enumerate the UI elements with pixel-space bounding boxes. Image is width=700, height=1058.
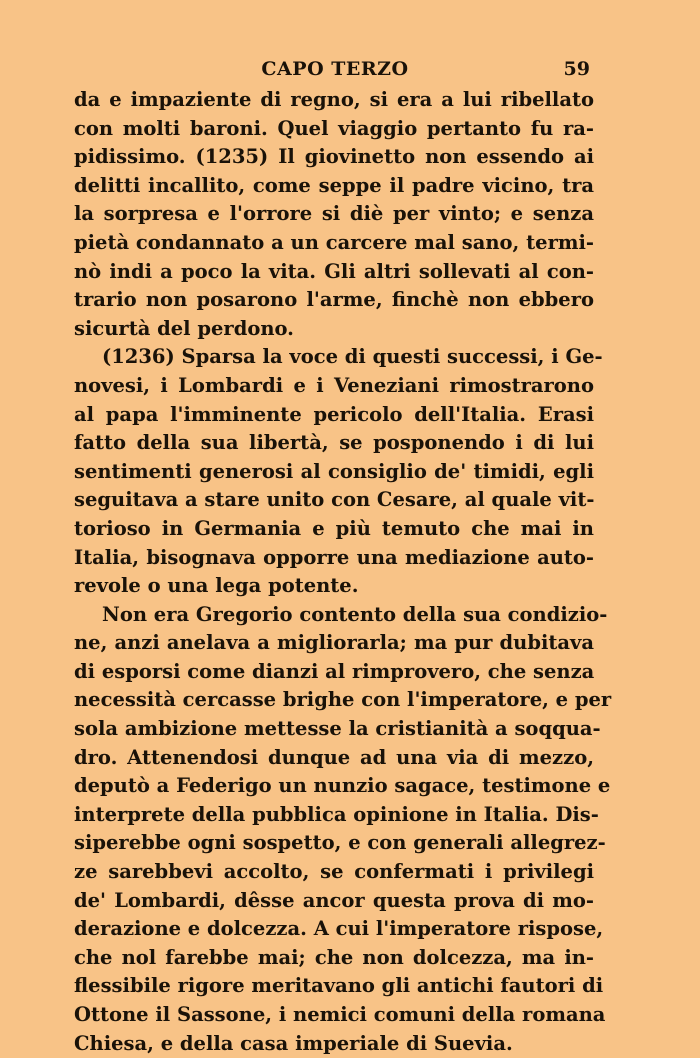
page-number: 59 (563, 58, 590, 80)
text-line: delitti incallito, come seppe il padre vicino, tra (74, 173, 594, 197)
text-line: novesi, i Lombardi e i Veneziani rimostrarono (74, 373, 594, 397)
text-line: de' Lombardi, dêsse ancor questa prova di mo- (74, 888, 594, 912)
text-line: ze sarebbevi accolto, se confermati i privilegi (74, 860, 594, 884)
text-line: che nol farebbe mai; che non dolcezza, ma in- (74, 945, 594, 969)
text-line: torioso in Germania e più temuto che mai in (74, 516, 594, 540)
text-line: interprete della pubblica opinione in Italia. Dis- (74, 802, 599, 826)
text-line: al papa l'imminente pericolo dell'Italia. Erasi (74, 402, 594, 426)
text-line: pidissimo. (1235) Il giovinetto non essendo ai (74, 145, 594, 169)
text-line: sicurtà del perdono. (74, 316, 294, 340)
text-line: nò indi a poco la vita. Gli altri sollevati al con- (74, 259, 594, 283)
text-line: sentimenti generosi al consiglio de' timidi, egli (74, 459, 594, 483)
text-line: con molti baroni. Quel viaggio pertanto fu ra- (74, 116, 594, 140)
text-line: di esporsi come dianzi al rimprovero, che senza (74, 659, 595, 683)
text-line: derazione e dolcezza. A cui l'imperatore rispose, (74, 917, 604, 941)
text-line: Italia, bisognava opporre una mediazione auto- (74, 545, 594, 569)
text-line: pietà condannato a un carcere mal sano, termi- (74, 230, 594, 254)
text-line: Ottone il Sassone, i nemici comuni della romana (74, 1003, 606, 1026)
text-line: (1236) Sparsa la voce di questi successi, i Ge- (102, 345, 603, 369)
text-line: la sorpresa e l'orrore si diè per vinto; e senza (74, 202, 594, 226)
text-line: necessità cercasse brighe con l'imperatore, e per (74, 688, 612, 712)
page-body (74, 86, 612, 1058)
chapter-title: CAPO TERZO (261, 58, 409, 80)
text-line: seguitava a stare unito con Cesare, al quale vit- (74, 488, 595, 512)
text-line: deputò a Federigo un nunzio sagace, testimone e (74, 774, 611, 798)
text-line: siperebbe ogni sospetto, e con generali allegrez- (74, 831, 606, 855)
text-line: ne, anzi anelava a migliorarla; ma pur dubitava (74, 631, 594, 655)
text-line: fatto della sua libertà, se posponendo i di lui (74, 431, 594, 455)
text-line: trario non posarono l'arme, finchè non ebbero (74, 288, 594, 312)
text-line: flessibile rigore meritavano gli antichi fautori di (74, 974, 604, 998)
text-line: sola ambizione mettesse la cristianità a soqqua- (74, 717, 601, 741)
text-line: da e impaziente di regno, si era a lui ribellato (74, 88, 594, 111)
text-line: revole o una lega potente. (74, 574, 359, 598)
text-line: dro. Attenendosi dunque ad una via di mezzo, (74, 745, 594, 769)
text-line: Non era Gregorio contento della sua condizio- (102, 602, 608, 626)
text-line: Chiesa, e della casa imperiale di Suevia. (74, 1031, 513, 1055)
running-header (76, 58, 594, 84)
